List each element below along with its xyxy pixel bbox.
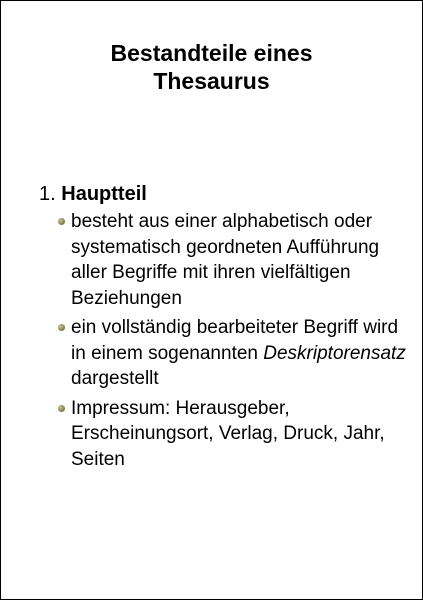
slide-content (39, 181, 409, 476)
bullet-dot-icon (58, 218, 65, 225)
bullet-dot-icon (58, 324, 65, 331)
slide-title-line-1: Bestandteile eines (110, 40, 313, 66)
slide-title (1, 39, 422, 95)
bullet-item (39, 315, 409, 392)
bullet-dot-icon (58, 405, 65, 412)
bullet-text: besteht aus einer alphabetisch oder systematisch geordneten Aufführung aller Begriffe mit ihren vielfältigen Beziehungen (71, 211, 380, 309)
section-heading (39, 181, 409, 207)
bullet-text-after: dargestellt (71, 368, 159, 389)
bullet-emphasis: Deskriptorensatz (263, 342, 406, 364)
section-number: 1. (39, 183, 56, 205)
bullet-item (39, 396, 409, 473)
bullet-item (39, 209, 409, 311)
section-heading-text: Hauptteil (61, 183, 147, 205)
bullet-text: Impressum: Herausgeber, Erscheinungsort, Verlag, Druck, Jahr, Seiten (71, 397, 385, 470)
bullet-list (39, 209, 409, 472)
slide-title-line-2: Thesaurus (153, 68, 270, 94)
bullet-text-before: ein vollständig bearbeiteter Begriff wird in einem sogenannten (71, 317, 399, 364)
